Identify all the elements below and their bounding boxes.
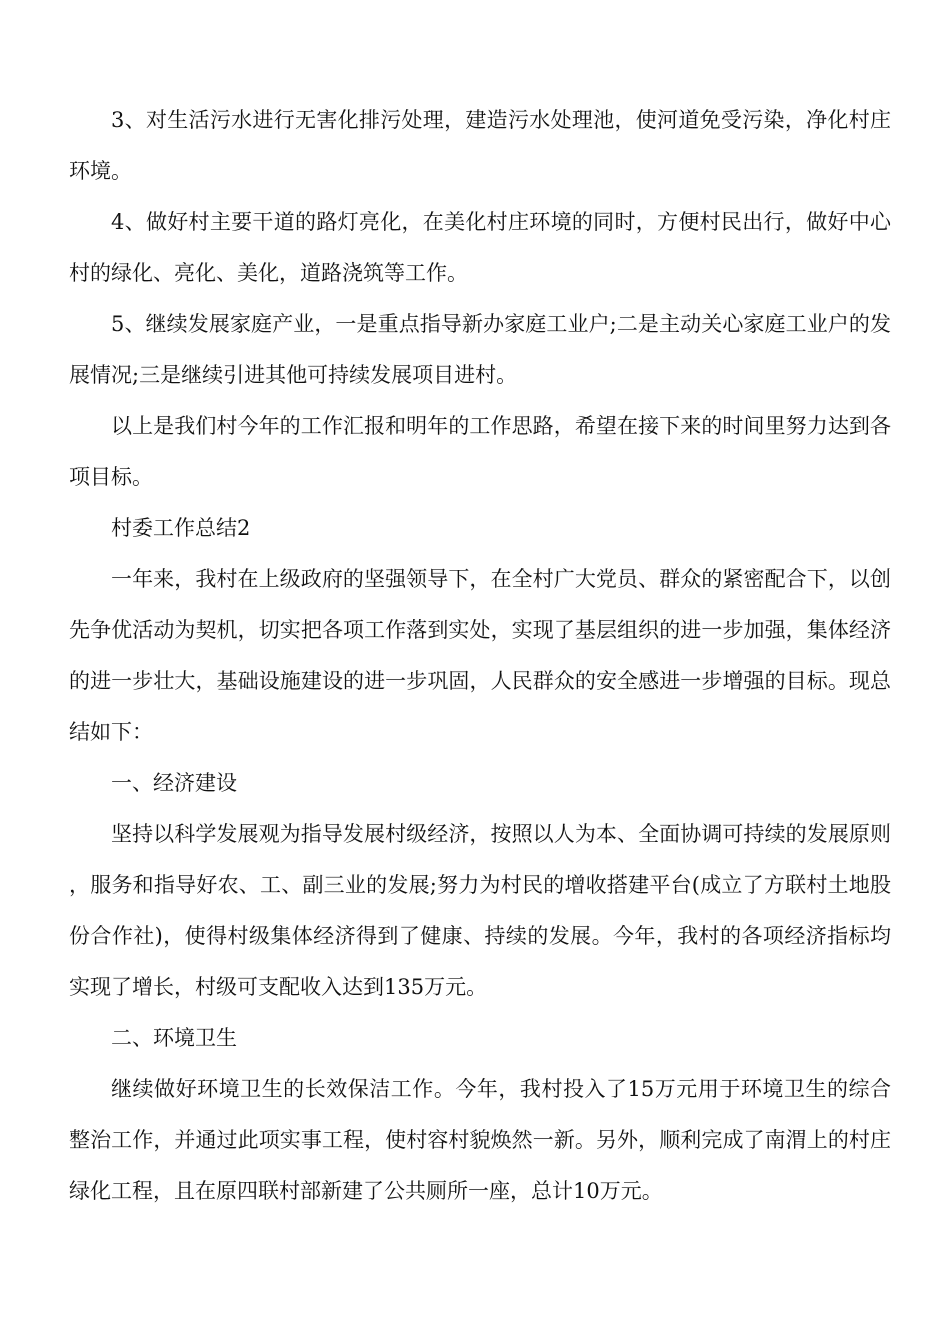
paragraph-intro: 一年来，我村在上级政府的坚强领导下，在全村广大党员、群众的紧密配合下，以创先争优活动为契机，切实把各项工作落到实处，实现了基层组织的进一步加强，集体经济的进一步壮大，基础设施建设的进一步巩固，人民群众的安全感进一步增强的目标。现总结如下：	[69, 567, 891, 744]
paragraph-item-4: 4、做好村主要干道的路灯亮化，在美化村庄环境的同时，方便村民出行，做好中心村的绿化、亮化、美化，道路浇筑等工作。	[69, 210, 891, 285]
paragraph-economic: 坚持以科学发展观为指导发展村级经济，按照以人为本、全面协调可持续的发展原则，服务和指导好农、工、副三业的发展;努力为村民的增收搭建平台(成立了方联村土地股份合作社)，使得村级集体经济得到了健康、持续的发展。今年，我村的各项经济指标均实现了增长，村级可支配收入达到135万元。	[69, 822, 891, 999]
paragraph-item-5: 5、继续发展家庭产业，一是重点指导新办家庭工业户;二是主动关心家庭工业户的发展情况;三是继续引进其他可持续发展项目进村。	[69, 312, 891, 387]
paragraph-item-3: 3、对生活污水进行无害化排污处理，建造污水处理池，使河道免受污染，净化村庄环境。	[69, 108, 891, 183]
heading-economic-construction: 一、经济建设	[111, 771, 237, 795]
section-title: 村委工作总结2	[111, 516, 251, 540]
paragraph-summary: 以上是我们村今年的工作汇报和明年的工作思路，希望在接下来的时间里努力达到各项目标。	[69, 414, 891, 489]
paragraph-environment: 继续做好环境卫生的长效保洁工作。今年，我村投入了15万元用于环境卫生的综合整治工作，并通过此项实事工程，使村容村貌焕然一新。另外，顺利完成了南渭上的村庄绿化工程，且在原四联村部新建了公共厕所一座，总计10万元。	[69, 1077, 891, 1203]
document-body	[69, 95, 891, 1217]
heading-environmental-hygiene: 二、环境卫生	[111, 1026, 237, 1050]
